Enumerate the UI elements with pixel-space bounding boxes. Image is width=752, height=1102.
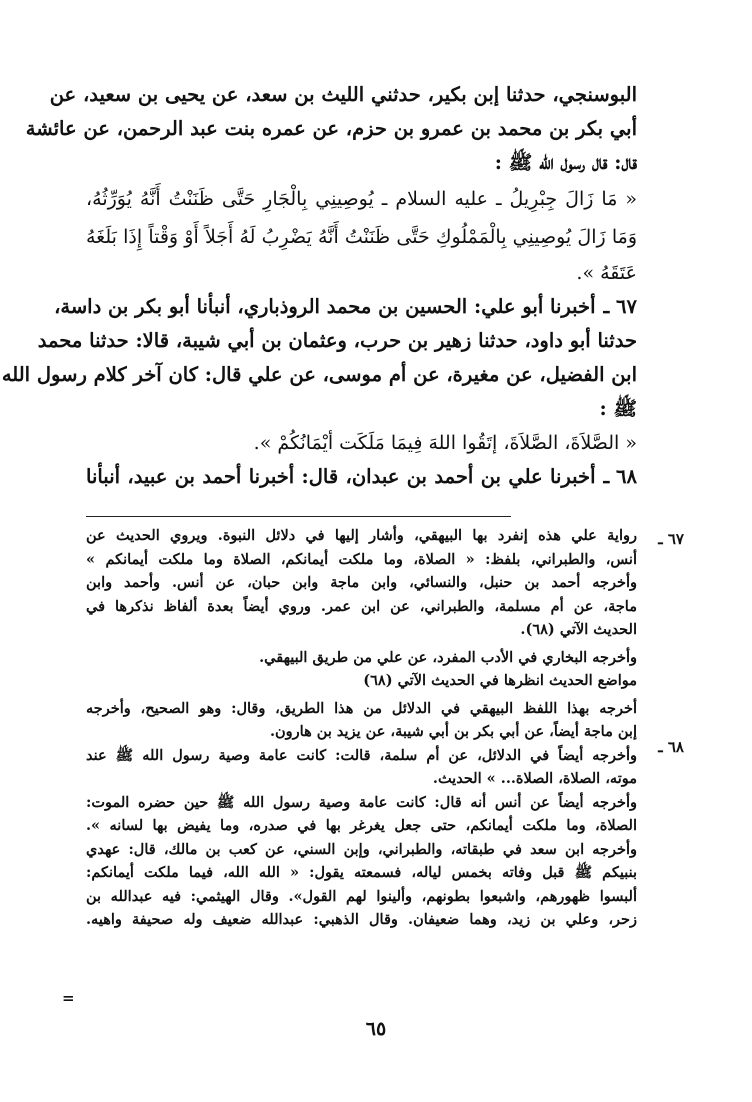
hadith-67-line-1: ٦٧ ـأخبرنا أبو علي: الحسين بن محمد الروذباري، أنبأنا أبو بكر بن داسة، <box>86 290 637 324</box>
hadith-67-line-3: ابن الفضيل، عن مغيرة، عن أم موسى، عن علي قال: كان آخر كلام رسول الله <box>1 363 637 386</box>
footnote-line: بنبيكم ﷺ قبل وفاته بخمس لياله، فسمعته يقول: « الله الله، فيما ملكت أيمانكم: <box>86 864 637 881</box>
hadith-number-67: ٦٧ ـ <box>603 295 637 318</box>
page-number: ٦٥ <box>365 1018 387 1040</box>
footnote-line: إبن ماجة أيضاً، عن أبي بكر بن أبي شيبة، عن يزيد بن هارون. <box>269 723 637 740</box>
footnote-line: رواية علي هذه إنفرد بها البيهقي، وأشار إليها في دلائل النبوة. ويروي الحديث عن <box>86 527 637 544</box>
hadith-67-line-4: ﷺ : <box>599 397 637 420</box>
footnote-line: الصلاة، وما ملكت أيمانكم، حتى جعل يغرغر بها في صدره، وما يفيض بها لسانه ». <box>86 817 637 834</box>
footnote-line: وأخرجه ابن سعد في طبقاته، والطبراني، وإبن السني، عن كعب بن مالك، قال: عهدي <box>86 840 637 858</box>
footnote-line: أخرجه بهذا اللفظ البيهقي في الدلائل من هذا الطريق، وقال: وهو الصحيح، وأخرجه <box>86 699 637 717</box>
hadith-67-quote: « الصَّلاَةَ، الصَّلاَةَ، إتَقُوا اللهَ فِيمَا مَلَكَت أيْمَانُكُمْ ». <box>253 432 637 454</box>
hadith-number-68: ٦٨ ـ <box>603 465 637 488</box>
footnote-line: أنس، والطبراني، بلفظ: « الصلاة، وما ملكت أيمانكم، الصلاة وما ملكت أيمانكم » <box>86 550 637 568</box>
hadith-67-line-2: حدثنا أبو داود، حدثنا زهير بن حرب، وعثمان بن أبي شيبة، قالا: حدثنا محمد <box>37 329 637 352</box>
footnote-line: وأخرجه البخاري في الأدب المفرد، عن علي من طريق البيهقي. <box>259 648 637 666</box>
main-line-1: البوسنجي، حدثنا إبن بكير، حدثني الليث بن سعد، عن يحيى بن سعيد، عن <box>49 83 637 106</box>
footnote-line: وأخرجه أحمد بن حنبل، والنسائي، وابن ماجة وابن حبان، عن أنس. وأحمد وابن <box>86 574 637 591</box>
hadith-quote-line-2: وَمَا زَالَ يُوصِينِي بِالْمَمْلُوكِ حَتَّى ظَنَنْتُ أَنَّهُ يَضْرِبُ لَهُ أَجَلاً أَوْ وَقْتاً إِذَا بَلَغَهُ <box>86 226 637 248</box>
main-line-3: قال: قال رسول الله ﷺ : <box>494 151 637 174</box>
footnote-line: موته، الصلاة، الصلاة... » الحديث. <box>432 770 637 787</box>
main-line-2: أبي بكر بن محمد بن عمرو بن حزم، عن عمره بنت عبد الرحمن، عن عائشة <box>25 117 637 140</box>
footnote-line: زحر، وعلي بن زيد، وهما ضعيفان. وقال الذهبي: عبدالله ضعيف وله صحيفة واهيه. <box>86 911 637 928</box>
footnote-line: مواضع الحديث انظرها في الحديث الآتي (٦٨) <box>363 672 637 689</box>
main-text-block <box>1 78 637 494</box>
footnote-line: ماجة، عن أم مسلمة، والطبراني، عن ابن عمر. وروي أيضاً بعدة ألفاظ نذكرها في <box>86 597 637 615</box>
hadith-quote-line-1: « مَا زَالَ جِبْرِيلُ ـ عليه السلام ـ يُوصِينِي بِالْجَارِ حَتَّى ظَنَنْتُ أَنَّهُ يُوَرِّثُهُ، <box>86 188 637 210</box>
footnote-number-67: ٦٧ ـ <box>658 530 684 548</box>
footnotes-block <box>86 524 637 932</box>
footnote-line: وأخرجه أيضاً عن أنس أنه قال: كانت عامة وصية رسول الله ﷺ حين حضره الموت: <box>86 793 637 811</box>
hadith-quote-line-3: عَتَقَهُ ». <box>576 262 637 284</box>
footnote-line: ألبسوا ظهورهم، واشبعوا بطونهم، وألينوا لهم القول». وقال الهيثمي: فيه عبدالله بن <box>86 887 637 905</box>
footnote-number-68: ٦٨ ـ <box>658 738 684 756</box>
hadith-68-line-1: ٦٨ ـأخبرنا علي بن أحمد بن عبدان، قال: أخبرنا أحمد بن عبيد، أنبأنا <box>86 460 637 494</box>
continuation-mark: = <box>62 989 75 1007</box>
footnote-divider <box>86 516 511 517</box>
footnote-line: الحديث الآتي (٦٨). <box>520 621 637 638</box>
footnote-line: وأخرجه أيضاً في الدلائل، عن أم سلمة، قالت: كانت عامة وصية رسول الله ﷺ عند <box>86 746 637 764</box>
